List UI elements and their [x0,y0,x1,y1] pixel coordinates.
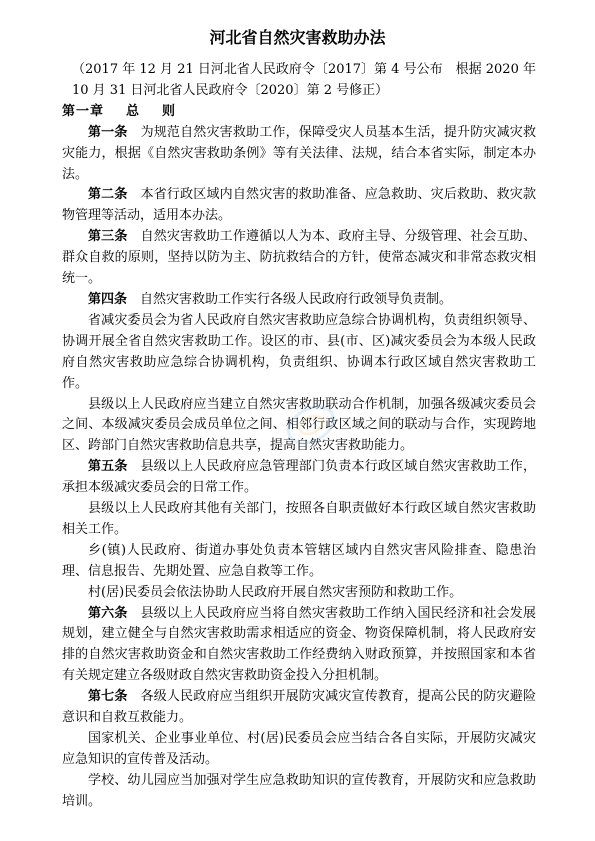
article-paragraph: 村(居)民委员会依法协助人民政府开展自然灾害预防和救助工作。 [88,584,463,600]
article-4 [62,290,536,311]
article-number: 第七条 [88,689,128,705]
article-paragraph: 学校、幼儿园应当加强对学生应急救助知识的宣传教育，开展防灾和应急救助培训。 [62,772,536,809]
chapter-heading [62,102,536,123]
article-paragraph: 国家机关、企业事业单位、村(居)民委员会应当结合各自实际，开展防灾减灾应急知识的宣传普及活动。 [62,731,536,767]
article-number: 第四条 [88,291,128,307]
article-paragraph: 县级以上人民政府其他有关部门，按照各自职责做好本行政区域自然灾害救助相关工作。 [62,501,536,537]
article-text: 本省行政区域内自然灾害的救助准备、应急救助、灾后救助、救灾款物管理等活动，适用本办法。 [62,187,536,224]
article-5 [62,457,536,499]
article-number: 第三条 [88,229,128,245]
article-paragraph: 省减灾委员会为省人民政府自然灾害救助应急综合协调机构，负责组织领导、协调开展全省自然灾害救助工作。设区的市、县(市、区)减灾委员会为本级人民政府自然灾害救助应急综合协调机构，负责组织、协调本行政区域自然灾害救助工作。 [62,312,536,391]
chapter-word-1: 总 [126,103,141,119]
article-paragraph: 县级以上人民政府应当建立自然灾害救助联动合作机制，加强各级减灾委员会之间、本级减灾委员会成员单位之间、相邻行政区域之间的联动与合作，实现跨地区、跨部门自然灾害救助信息共享，提高自然灾害救助能力。 [62,396,536,454]
article-text: 自然灾害救助工作遵循以人为本、政府主导、分级管理、社会互助、群众自救的原则，坚持以防为主、防抗救结合的方针，使常态减灾和非常态救灾相统一。 [62,229,536,287]
article-text: 县级以上人民政府应急管理部门负责本行政区域自然灾害救助工作，承担本级减灾委员会的日常工作。 [62,459,536,496]
document-title: 河北省自然灾害救助办法 [209,28,386,47]
chapter-word-2: 则 [162,103,177,119]
article-text: 自然灾害救助工作实行各级人民政府行政领导负责制。 [140,291,453,307]
chapter-number: 第一章 [62,103,105,119]
article-paragraph: 乡(镇)人民政府、街道办事处负责本管辖区域内自然灾害风险排查、隐患治理、信息报告、先期处置、应急自救等工作。 [62,542,536,579]
article-7 [62,687,536,729]
article-3 [62,227,536,290]
promulgation-note: （2017 年 12 月 21 日河北省人民政府令〔2017〕第 4 号公布 根据 2020 年 10 月 31 日河北省人民政府令〔2020〕第 2 号修正） [72,62,536,98]
article-2 [62,185,536,227]
article-6 [62,604,536,688]
article-number: 第五条 [88,459,128,475]
article-1 [62,123,536,186]
article-text: 县级以上人民政府应当将自然灾害救助工作纳入国民经济和社会发展规划，建立健全与自然灾害救助需求相适应的资金、物资保障机制，将人民政府安排的自然灾害救助资金和自然灾害救助工作经费纳入财政预算，并按照国家和本省有关规定建立各级财政自然灾害救助资金投入分担机制。 [62,605,536,684]
article-number: 第二条 [88,187,128,203]
article-text: 为规范自然灾害救助工作，保障受灾人员基本生活，提升防灾减灾救灾能力，根据《自然灾害救助条例》等有关法律、法规，结合本省实际，制定本办法。 [62,124,536,182]
article-number: 第六条 [88,605,128,621]
article-number: 第一条 [88,124,128,140]
article-text: 各级人民政府应当组织开展防灾减灾宣传教育，提高公民的防灾避险意识和自救互救能力。 [62,689,536,726]
